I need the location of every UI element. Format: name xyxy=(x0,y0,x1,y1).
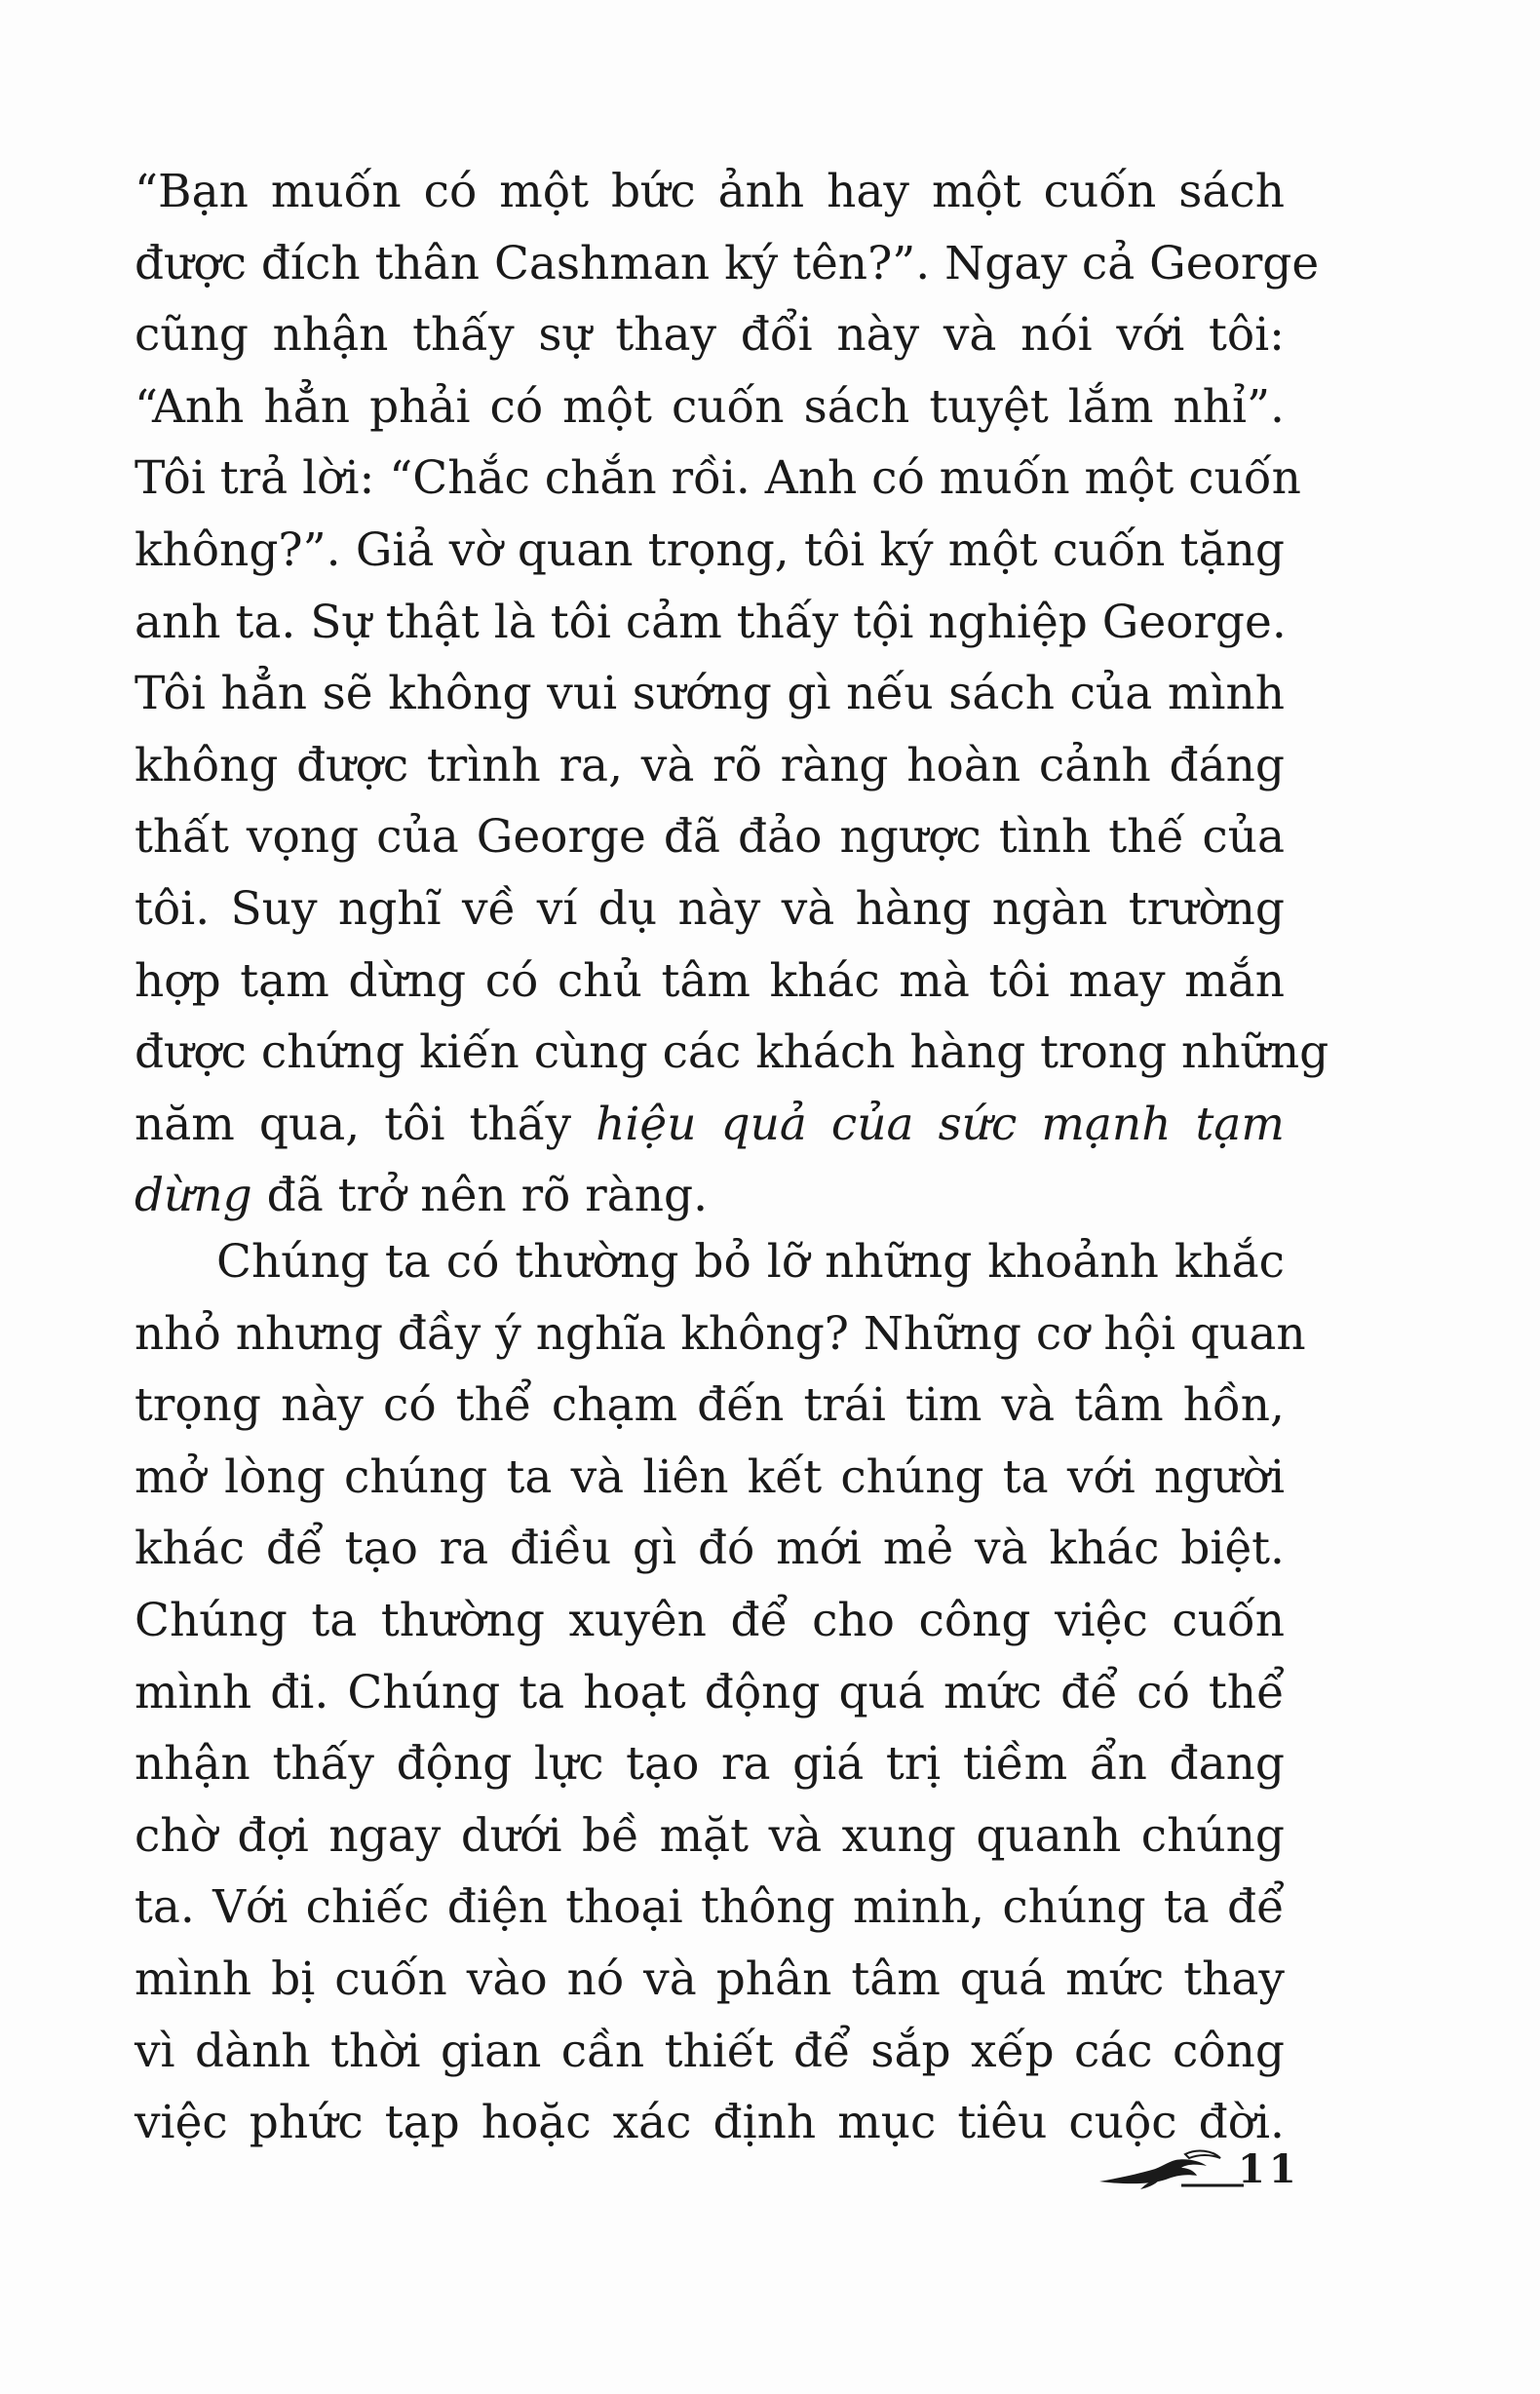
text-line: mình đi. Chúng ta hoạt động quá mức để có thể xyxy=(135,1665,1285,1719)
text-line: trọng này có thể chạm đến trái tim và tâm hồn, xyxy=(135,1378,1285,1433)
text-line: chờ đợi ngay dưới bề mặt và xung quanh chúng xyxy=(135,1808,1285,1863)
italic-phrase: dừng xyxy=(135,1169,252,1223)
italic-phrase: hiệu quả của sức mạnh tạm xyxy=(596,1097,1285,1151)
text-line: nhỏ nhưng đầy ý nghĩa không? Những cơ hội quan xyxy=(135,1306,1306,1361)
text-line: “Anh hẳn phải có một cuốn sách tuyệt lắm nhỉ”. xyxy=(135,379,1285,434)
text-line: cũng nhận thấy sự thay đổi này và nói với tôi: xyxy=(135,308,1285,363)
text-line: được chứng kiến cùng các khách hàng trong những xyxy=(135,1025,1329,1080)
text-line: nhận thấy động lực tạo ra giá trị tiềm ẩn đang xyxy=(135,1737,1285,1792)
text-line: ta. Với chiếc điện thoại thông minh, chúng ta để xyxy=(135,1880,1285,1935)
plain-text: đã trở nên rõ ràng. xyxy=(251,1169,709,1223)
page-number: 11 xyxy=(1238,2146,1300,2192)
plain-text: năm qua, tôi thấy xyxy=(135,1097,597,1151)
text-line: Tôi hẳn sẽ không vui sướng gì nếu sách của mình xyxy=(135,667,1285,721)
bird-ornament-icon xyxy=(1092,2144,1248,2203)
text-line: khác để tạo ra điều gì đó mới mẻ và khác biệt. xyxy=(135,1522,1285,1576)
text-line: thất vọng của George đã đảo ngược tình thế của xyxy=(135,810,1285,865)
text-line: hợp tạm dừng có chủ tâm khác mà tôi may mắn xyxy=(135,953,1285,1008)
text-line: không?”. Giả vờ quan trọng, tôi ký một cuốn tặng xyxy=(135,522,1285,577)
text-line: Chúng ta có thường bỏ lỡ những khoảnh khắc xyxy=(216,1235,1285,1289)
text-line: việc phức tạp hoặc xác định mục tiêu cuộc đời. xyxy=(135,2096,1285,2150)
text-line: Tôi trả lời: “Chắc chắn rồi. Anh có muốn một cuốn xyxy=(135,451,1301,506)
text-line: mở lòng chúng ta và liên kết chúng ta với người xyxy=(135,1449,1285,1504)
text-line-mixed xyxy=(135,1089,1285,1161)
text-line: mình bị cuốn vào nó và phân tâm quá mức thay xyxy=(135,1951,1285,2006)
text-line: “Bạn muốn có một bức ảnh hay một cuốn sách xyxy=(135,165,1285,218)
text-line: được đích thân Cashman ký tên?”. Ngay cả George xyxy=(135,236,1320,290)
text-line: không được trình ra, và rõ ràng hoàn cảnh đáng xyxy=(135,738,1285,792)
text-line: anh ta. Sự thật là tôi cảm thấy tội nghiệp George. xyxy=(135,595,1287,649)
text-line: Chúng ta thường xuyên để cho công việc cuốn xyxy=(135,1593,1285,1647)
text-line: vì dành thời gian cần thiết để sắp xếp các công xyxy=(135,2024,1285,2078)
paragraph-2 xyxy=(135,1226,1306,2159)
text-line: tôi. Suy nghĩ về ví dụ này và hàng ngàn trường xyxy=(135,881,1285,936)
paragraph-1 xyxy=(135,156,1329,1232)
text-line-mixed xyxy=(135,1160,1285,1232)
page-footer xyxy=(1092,2144,1306,2203)
